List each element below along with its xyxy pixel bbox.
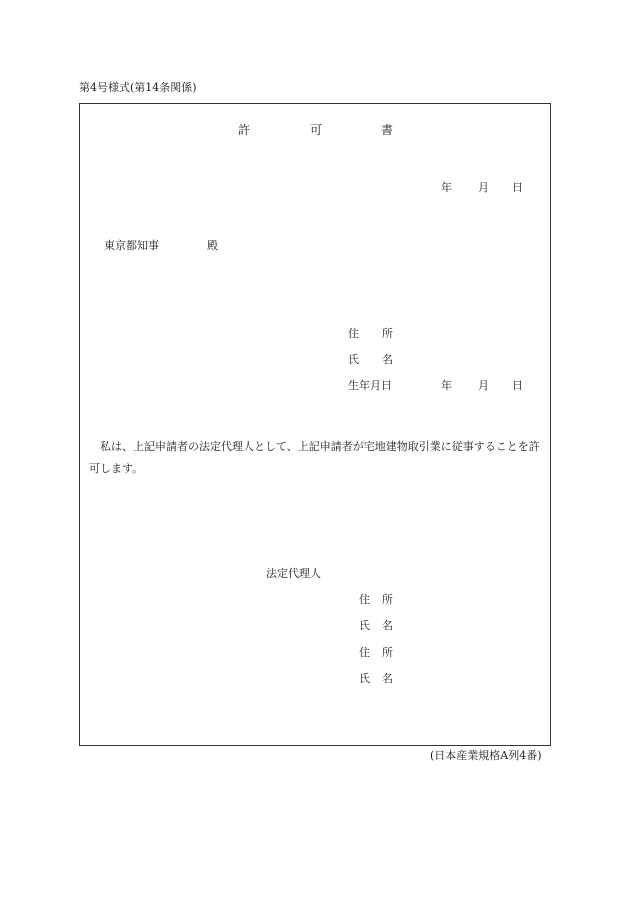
title-char-1: 許 [238,123,251,137]
rep-name1-char-1: 氏 [359,619,370,632]
permission-statement: 私は、上記申請者の法定代理人として、上記申請者が宅地建物取引業に従事することを許可します。 [89,440,540,475]
date-year-label: 年 [441,181,452,194]
rep-address1-char-1: 住 [359,593,370,606]
addressee-name: 東京都知事 [104,239,159,252]
rep-address2-char-1: 住 [359,646,370,659]
title-char-2: 可 [310,123,323,137]
title-char-3: 書 [381,123,394,137]
applicant-birthdate-label: 生年月日 [348,379,392,392]
applicant-address-char-2: 所 [382,327,393,340]
birth-year-label: 年 [441,379,452,392]
applicant-address-char-1: 住 [348,327,359,340]
rep-name1-char-2: 名 [382,619,393,632]
birth-day-label: 日 [512,379,523,392]
legal-representative-label: 法定代理人 [266,567,321,580]
form-frame [79,103,551,746]
rep-name2-char-1: 氏 [359,672,370,685]
form-number: 第4号様式(第14条関係) [79,81,197,94]
date-day-label: 日 [512,181,523,194]
paper-size-note: (日本産業規格A列4番) [430,749,542,762]
applicant-name-char-2: 名 [382,353,393,366]
rep-address2-char-2: 所 [382,646,393,659]
applicant-name-char-1: 氏 [348,353,359,366]
rep-name2-char-2: 名 [382,672,393,685]
rep-address1-char-2: 所 [382,593,393,606]
addressee-honorific: 殿 [207,239,218,252]
birth-month-label: 月 [478,379,489,392]
date-month-label: 月 [478,181,489,194]
